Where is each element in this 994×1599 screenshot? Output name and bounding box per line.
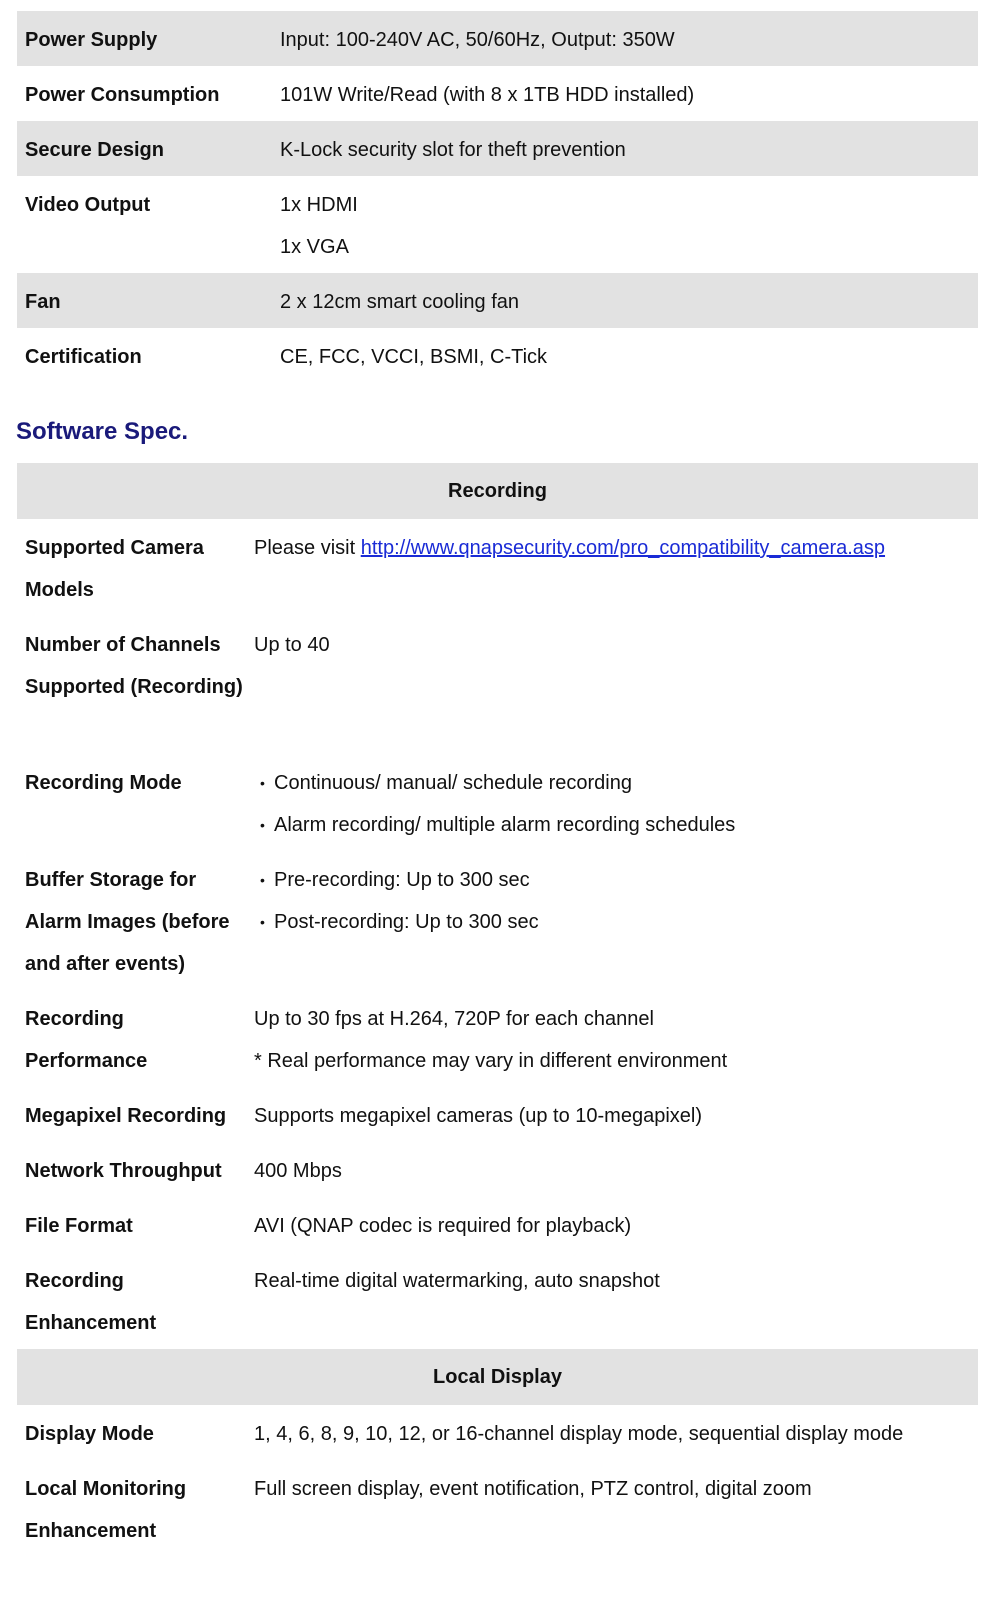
row-label: Fan xyxy=(25,291,61,313)
value-line: * Real performance may vary in different environment xyxy=(254,1050,728,1072)
list-item-text: Alarm recording/ multiple alarm recording schedules xyxy=(274,814,736,836)
row-label: Certification xyxy=(25,346,142,368)
table-row xyxy=(17,1405,978,1460)
row-label: Megapixel Recording xyxy=(25,1105,227,1127)
list-item xyxy=(254,859,539,901)
value-line: 1x VGA xyxy=(280,236,349,258)
bullet-icon: • xyxy=(260,775,265,791)
table-header-local-display: Local Display xyxy=(17,1349,978,1405)
row-value: Real-time digital watermarking, auto snapshot xyxy=(254,1270,660,1292)
list-item-text: Continuous/ manual/ schedule recording xyxy=(274,772,632,794)
camera-compatibility-link[interactable]: http://www.qnapsecurity.com/pro_compatibility_camera.asp xyxy=(360,537,886,559)
bullet-icon: • xyxy=(260,914,265,930)
row-value xyxy=(254,754,735,846)
list-item-text: Pre-recording: Up to 300 sec xyxy=(274,869,530,891)
table-header-recording: Recording xyxy=(17,463,978,519)
table-row xyxy=(17,754,978,851)
list-item-text: Post-recording: Up to 300 sec xyxy=(274,911,539,933)
bullet-icon: • xyxy=(260,817,265,833)
row-label: Recording Enhancement xyxy=(25,1270,157,1334)
value-text: Please visit xyxy=(254,537,361,559)
row-label: Local Monitoring Enhancement xyxy=(25,1478,187,1542)
row-label: Video Output xyxy=(25,194,151,216)
row-value: 2 x 12cm smart cooling fan xyxy=(280,291,519,313)
table-row xyxy=(17,66,978,121)
table-row xyxy=(17,519,978,616)
row-label: Power Consumption xyxy=(25,84,220,106)
table-row xyxy=(17,273,978,328)
hardware-spec-table xyxy=(17,11,978,383)
row-value: CE, FCC, VCCI, BSMI, C-Tick xyxy=(280,346,548,368)
table-row xyxy=(17,616,978,754)
row-label: Display Mode xyxy=(25,1423,154,1445)
row-value: Supports megapixel cameras (up to 10-megapixel) xyxy=(254,1105,702,1127)
row-value xyxy=(254,851,539,943)
bullet-icon: • xyxy=(260,872,265,888)
row-label: Buffer Storage for Alarm Images (before and after events) xyxy=(25,869,230,975)
row-label: Recording Performance xyxy=(25,1008,148,1072)
table-row xyxy=(17,1252,978,1349)
row-value xyxy=(254,990,727,1082)
table-row xyxy=(17,1087,978,1142)
row-label: Secure Design xyxy=(25,139,164,161)
row-value: Full screen display, event notification, PTZ control, digital zoom xyxy=(254,1478,812,1500)
value-line: Up to 30 fps at H.264, 720P for each channel xyxy=(254,1008,654,1030)
table-row xyxy=(17,11,978,66)
row-value: Input: 100-240V AC, 50/60Hz, Output: 350W xyxy=(280,29,675,51)
value-line: 1x HDMI xyxy=(280,194,358,216)
table-row xyxy=(17,1142,978,1197)
row-label: Power Supply xyxy=(25,29,158,51)
row-value: 101W Write/Read (with 8 x 1TB HDD installed) xyxy=(280,84,695,106)
row-label: File Format xyxy=(25,1215,133,1237)
table-row xyxy=(17,1197,978,1252)
table-row xyxy=(17,990,978,1087)
row-label: Number of Channels Supported (Recording) xyxy=(25,634,243,698)
table-row xyxy=(17,121,978,176)
list-item xyxy=(254,762,735,804)
list-item xyxy=(254,901,539,943)
row-value: 400 Mbps xyxy=(254,1160,342,1182)
software-spec-table xyxy=(17,463,978,1557)
list-item xyxy=(254,804,735,846)
table-row xyxy=(17,176,978,273)
row-value: AVI (QNAP codec is required for playback) xyxy=(254,1215,632,1237)
row-label: Recording Mode xyxy=(25,772,182,794)
row-label: Network Throughput xyxy=(25,1160,222,1182)
table-row xyxy=(17,1460,978,1557)
row-value: Up to 40 xyxy=(254,634,330,656)
table-row xyxy=(17,851,978,990)
row-value: K-Lock security slot for theft prevention xyxy=(280,139,626,161)
row-value xyxy=(280,176,358,268)
row-value: 1, 4, 6, 8, 9, 10, 12, or 16-channel display mode, sequential display mode xyxy=(254,1423,904,1445)
row-label: Supported Camera Models xyxy=(25,537,204,601)
section-title: Software Spec. xyxy=(16,418,189,445)
row-value xyxy=(254,519,885,569)
table-row xyxy=(17,328,978,383)
